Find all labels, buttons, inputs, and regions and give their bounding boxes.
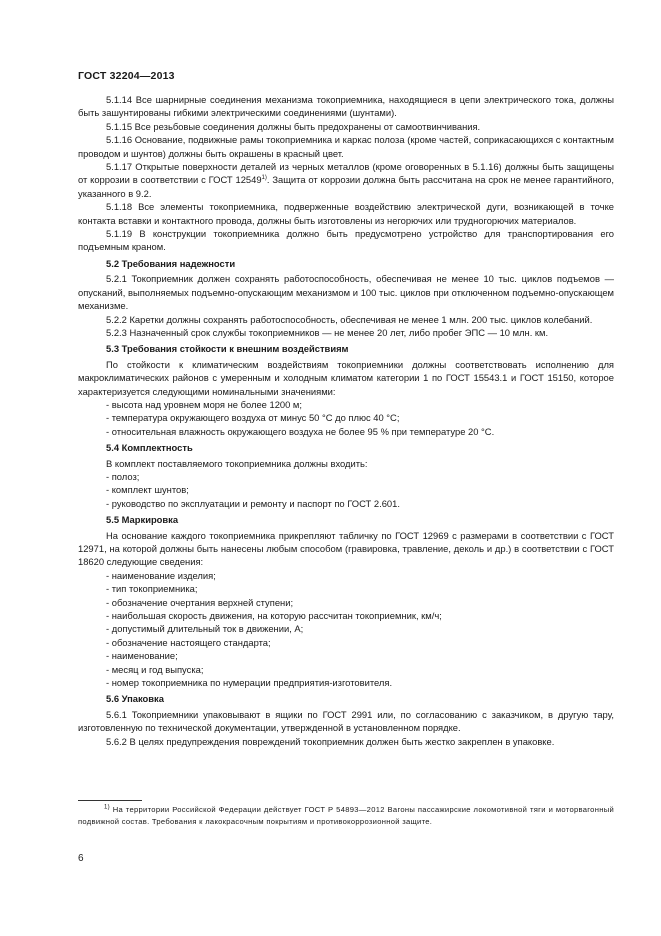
paragraph: 5.1.14 Все шарнирные соединения механизма токоприемника, находящиеся в цепи электрического тока, должны быть зашунтированы гибкими электрическими соединениями (шунтами). bbox=[78, 94, 614, 119]
section-heading: 5.5 Маркировка bbox=[106, 514, 179, 526]
list-item: - месяц и год выпуска; bbox=[106, 663, 204, 675]
section-heading: 5.6 Упаковка bbox=[106, 693, 164, 705]
paragraph: На основание каждого токоприемника прикрепляют табличку по ГОСТ 12969 с размерами в соответствии с ГОСТ 12971, на которой должны быть нанесены любым способом (гравировка, травление, деколь и др.) в соответствии с ГОСТ 18620 следующие сведения: bbox=[78, 529, 614, 568]
list-item: - обозначение настоящего стандарта; bbox=[106, 636, 271, 648]
paragraph: 5.6.1 Токоприемники упаковывают в ящики по ГОСТ 2991 или, по согласованию с заказчиком, в другую тару, изготовленную по технической документации, утвержденной в установленном порядке. bbox=[78, 708, 614, 734]
paragraph: 5.2.3 Назначенный срок службы токоприемников — не менее 20 лет, либо пробег ЭПС — 10 млн. км. bbox=[106, 326, 549, 338]
list-item: - наибольшая скорость движения, на которую рассчитан токоприемник, км/ч; bbox=[106, 610, 442, 622]
list-item: - относительная влажность окружающего воздуха не более 95 % при температуре 20 °С. bbox=[106, 425, 495, 437]
paragraph: 5.1.19 В конструкции токоприемника должно быть предусмотрено устройство для транспортирования его подъемным краном. bbox=[78, 228, 614, 253]
list-item: - высота над уровнем моря не более 1200 м; bbox=[106, 398, 302, 410]
paragraph: 5.2.2 Каретки должны сохранять работоспособность, обеспечивая не менее 1 млн. 200 тыс. циклов колебаний. bbox=[106, 313, 593, 325]
footnote-reference: 1) bbox=[261, 175, 267, 182]
footnote bbox=[78, 804, 614, 828]
paragraph: По стойкости к климатическим воздействиям токоприемники должны соответствовать исполнению для макроклиматических районов с умеренным и холодным климатом категории 1 по ГОСТ 15543.1 и ГОСТ 15150, которое характеризуется следующими номинальными значениями: bbox=[78, 358, 614, 397]
list-item: - температура окружающего воздуха от минус 50 °С до плюс 40 °С; bbox=[106, 412, 400, 424]
paragraph: 5.2.1 Токоприемник должен сохранять работоспособность, обеспечивая не менее 10 тыс. циклов подъемов — опусканий, выполняемых подъемно-опускающим механизмом и 100 тыс. циклов при отключенном подъемно-опускающем механизме. bbox=[78, 273, 614, 312]
section-heading: 5.2 Требования надежности bbox=[106, 257, 236, 269]
list-item: - тип токоприемника; bbox=[106, 583, 198, 595]
paragraph bbox=[78, 160, 614, 200]
list-item: - полоз; bbox=[106, 470, 140, 482]
section-heading: 5.3 Требования стойкости к внешним воздействиям bbox=[106, 343, 349, 355]
list-item: В комплект поставляемого токоприемника должны входить: bbox=[106, 457, 368, 469]
list-item: - номер токоприемника по нумерации предприятия-изготовителя. bbox=[106, 677, 393, 689]
paragraph-text: 5.1.17 Открытые поверхности деталей из черных металлов (кроме оговоренных в 5.1.16) должны быть защищены от коррозии в соответствии с ГОСТ 12549 bbox=[78, 161, 614, 186]
list-item: - руководство по эксплуатации и ремонту и паспорт по ГОСТ 2.601. bbox=[106, 497, 400, 509]
footnote-text: На территории Российской Федерации действует ГОСТ Р 54893—2012 Вагоны пассажирские локомотивной тяги и моторвагонный подвижной состав. Требования к лакокрасочным покрытиям и противокоррозионной защите. bbox=[78, 805, 614, 826]
paragraph: 5.6.2 В целях предупреждения повреждений токоприемник должен быть жестко закреплен в упаковке. bbox=[106, 735, 555, 747]
list-item: - обозначение очертания верхней ступени; bbox=[106, 596, 294, 608]
list-item: - допустимый длительный ток в движении, А; bbox=[106, 623, 304, 635]
document-header: ГОСТ 32204—2013 bbox=[78, 70, 175, 82]
list-item: - наименование; bbox=[106, 650, 178, 662]
document-body bbox=[78, 93, 614, 748]
footnote-divider bbox=[78, 800, 142, 801]
page-number: 6 bbox=[78, 853, 84, 864]
footnote-mark: 1) bbox=[104, 804, 110, 811]
paragraph: 5.1.15 Все резьбовые соединения должны быть предохранены от самоотвинчивания. bbox=[106, 120, 481, 132]
paragraph: 5.1.18 Все элементы токоприемника, подверженные воздействию электрической дуги, возникающей в точке контакта вставки и контактного провода, должны быть изготовлены из негорючих или трудногорючих материалов. bbox=[78, 201, 614, 226]
list-item: - наименование изделия; bbox=[106, 569, 216, 581]
list-item: - комплект шунтов; bbox=[106, 484, 189, 496]
section-heading: 5.4 Комплектность bbox=[106, 442, 193, 454]
paragraph-text-tail: . Защита от коррозии должна быть рассчитана на срок не менее гарантийного, указанного в 9.2. bbox=[78, 174, 614, 199]
paragraph: 5.1.16 Основание, подвижные рамы токоприемника и каркас полоза (кроме частей, соприкасающихся с контактным проводом и шунтов) должны быть окрашены в красный цвет. bbox=[78, 134, 614, 159]
